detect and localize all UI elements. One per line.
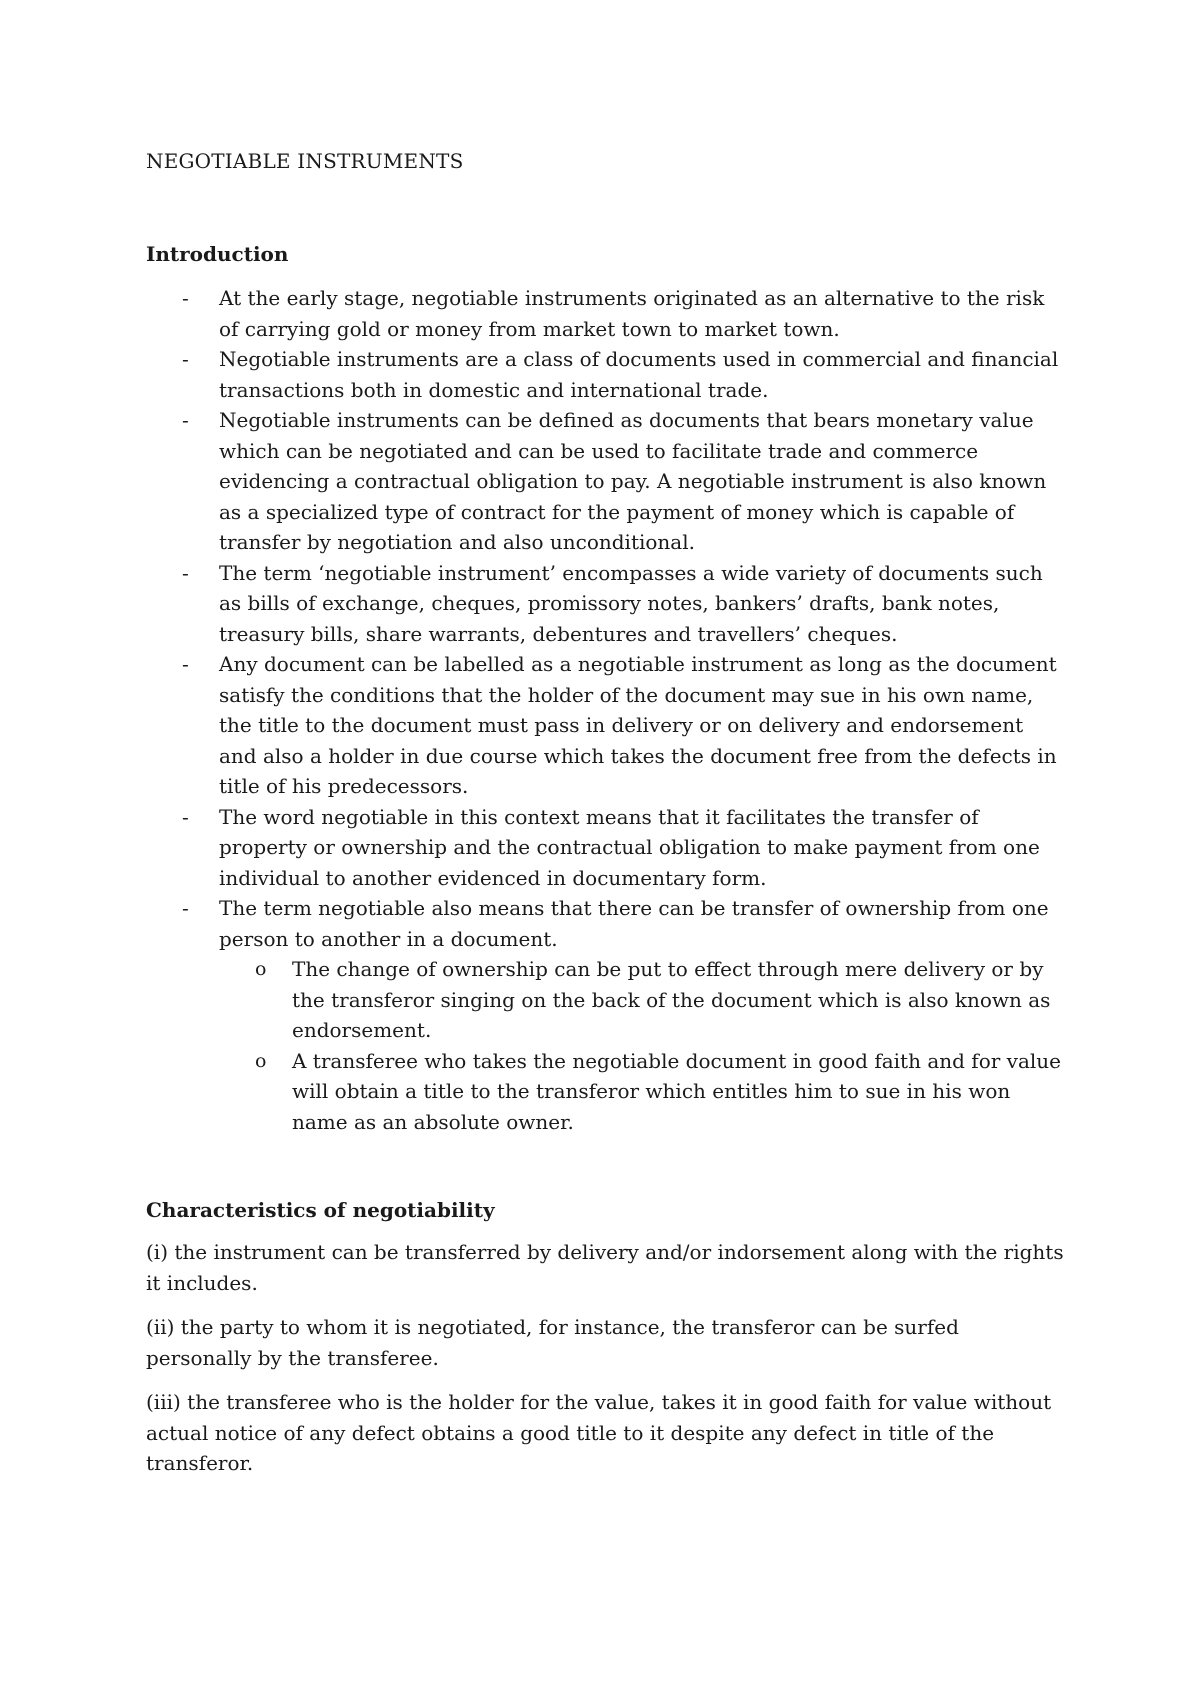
list-item <box>146 405 1066 558</box>
list-item-text: Any document can be labelled as a negotiable instrument as long as the document satisfy the conditions that the holder of the document may sue in his own name, the title to the document must pass in delivery or on delivery and endorsement and also a holder in due course which takes the document free from the defects in title of his predecessors. <box>219 652 1057 798</box>
dash-bullet: - <box>182 286 189 310</box>
characteristic-paragraph: (iii) the transferee who is the holder for the value, takes it in good faith for value without actual notice of any defect obtains a good title to it despite any defect in title of the transferor. <box>146 1390 1052 1475</box>
sub-list-item <box>219 954 1066 1046</box>
dash-bullet: - <box>182 804 189 829</box>
circle-bullet: o <box>255 958 267 980</box>
list-item <box>146 649 1066 802</box>
list-item <box>146 283 1066 344</box>
sub-list-item-text: A transferee who takes the negotiable document in good faith and for value will obtain a title to the transferor which entitles him to sue in his won name as an absolute owner. <box>292 1048 1061 1134</box>
dash-bullet: - <box>182 408 189 432</box>
introduction-heading: Introduction <box>146 242 289 266</box>
list-item-text: Negotiable instruments are a class of documents used in commercial and financial transactions both in domestic and international trade. <box>219 347 1059 402</box>
list-item <box>146 802 1066 894</box>
list-item <box>146 558 1066 650</box>
list-item <box>146 893 1066 1137</box>
circle-bullet: o <box>255 1049 267 1072</box>
list-item-text: At the early stage, negotiable instruments originated as an alternative to the risk of carrying gold or money from market town to market town. <box>219 286 1045 341</box>
dash-bullet: - <box>182 896 189 920</box>
sub-list <box>219 954 1066 1137</box>
document-body <box>146 146 1066 1479</box>
characteristic-paragraph: (i) the instrument can be transferred by delivery and/or indorsement along with the rights it includes. <box>146 1240 1064 1295</box>
document-title: NEGOTIABLE INSTRUMENTS <box>146 149 464 173</box>
dash-bullet: - <box>182 652 189 676</box>
dash-bullet: - <box>182 560 189 585</box>
sub-list-item-text: The change of ownership can be put to effect through mere delivery or by the transferor singing on the back of the document which is also known as endorsement. <box>292 957 1051 1042</box>
list-item-text: The term ‘negotiable instrument’ encompasses a wide variety of documents such as bills of exchange, cheques, promissory notes, bankers’ drafts, bank notes, treasury bills, share warrants, debentures and travellers’ cheques. <box>219 560 1043 646</box>
sub-list-item <box>219 1046 1066 1138</box>
dash-bullet: - <box>182 347 189 371</box>
characteristics-heading: Characteristics of negotiability <box>146 1198 495 1222</box>
characteristic-paragraph: (ii) the party to whom it is negotiated, for instance, the transferor can be surfed personally by the transferee. <box>146 1315 959 1370</box>
introduction-list <box>146 283 1066 1137</box>
list-item-text: The word negotiable in this context means that it facilitates the transfer of property or ownership and the contractual obligation to make payment from one individual to another evidenced in documentary form. <box>219 804 1040 890</box>
list-item-text: The term negotiable also means that there can be transfer of ownership from one person to another in a document. <box>219 896 1049 951</box>
list-item-text: Negotiable instruments can be defined as documents that bears monetary value which can be negotiated and can be used to facilitate trade and commerce evidencing a contractual obligation to pay. A negotiable instrument is also known as a specialized type of contract for the payment of money which is capable of transfer by negotiation and also unconditional. <box>219 408 1047 554</box>
list-item <box>146 344 1066 405</box>
